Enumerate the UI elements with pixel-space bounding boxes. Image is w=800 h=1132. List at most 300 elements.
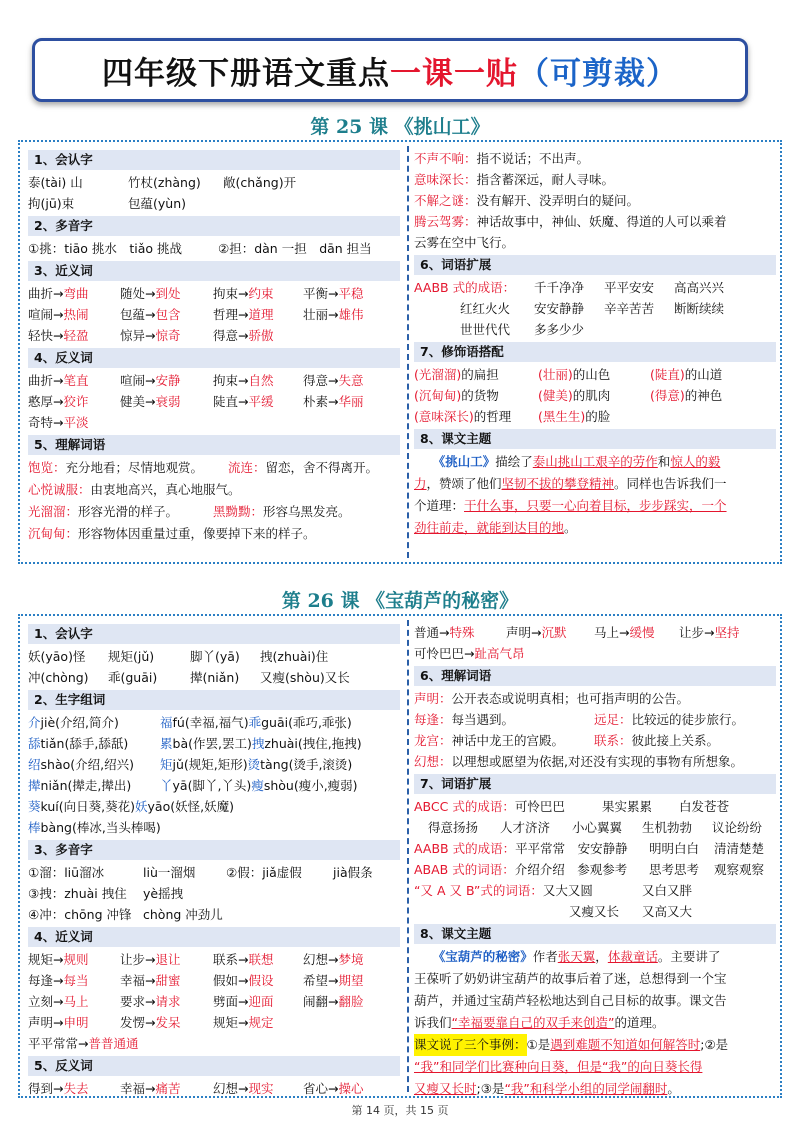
text-segment: 。 xyxy=(564,520,577,535)
text-segment: 省心→ xyxy=(303,1081,339,1096)
text-segment: 立刻→ xyxy=(28,994,64,1009)
text-segment: 拽(zhuài)住 xyxy=(260,649,329,664)
section-heading-label: 5、反义词 xyxy=(34,1058,93,1073)
lesson-25-title: 第 25 课 《挑山工》 xyxy=(310,116,490,138)
text-segment: 普普通通 xyxy=(88,1036,139,1051)
text-segment: 幻想→ xyxy=(303,952,339,967)
text-line xyxy=(414,298,776,319)
text-segment: 撵(niǎn) xyxy=(190,670,240,685)
text-line xyxy=(28,391,400,412)
text-line xyxy=(414,622,776,643)
text-line xyxy=(28,193,400,214)
text-segment: 红红火火 xyxy=(460,301,511,316)
text-segment: tàng(烫手,滚烫) xyxy=(260,757,353,772)
text-segment: 妖 xyxy=(135,799,148,814)
text-segment: 不声不响： xyxy=(414,151,477,166)
lesson-25-right-column xyxy=(414,148,776,539)
text-segment: 规定 xyxy=(248,1015,274,1030)
text-segment: 辛辛苦苦 xyxy=(604,301,655,316)
text-segment: 又瘦又长时 xyxy=(414,1081,477,1096)
text-segment: “又 A 又 B”式的词语： xyxy=(414,883,543,898)
text-segment: ABCC 式的成语： xyxy=(414,799,515,814)
text-line xyxy=(414,1012,776,1034)
text-segment: 安静 xyxy=(155,373,181,388)
text-segment: 热闹 xyxy=(63,307,89,322)
text-segment: 以理想或愿望为依据,对还没有实现的事物有所想象。 xyxy=(451,754,743,769)
text-segment: 每逢→ xyxy=(28,973,64,988)
text-line xyxy=(28,712,400,733)
text-segment: 平平常常 安安静静 xyxy=(515,841,628,856)
text-segment: ③拽：zhuài 拽住 xyxy=(28,886,127,901)
text-segment: 的扁担 xyxy=(461,367,499,382)
text-line xyxy=(414,880,776,901)
section-heading-label: 6、词语扩展 xyxy=(420,257,492,272)
text-segment: 神话故事中，神仙、妖魔、得道的人可以乘着 xyxy=(476,214,727,229)
text-line xyxy=(28,1012,400,1033)
lesson-25-panel xyxy=(18,140,782,564)
text-segment: 健美→ xyxy=(120,394,156,409)
text-line xyxy=(414,495,776,517)
text-segment: 腾云驾雾： xyxy=(414,214,477,229)
text-segment: 断断续续 xyxy=(674,301,725,316)
text-line xyxy=(28,817,400,838)
text-segment: “幸福要靠自己的双手来创造” xyxy=(451,1015,615,1030)
text-segment: 龙宫： xyxy=(414,733,452,748)
text-segment: 流连： xyxy=(228,460,266,475)
text-line xyxy=(414,451,776,473)
text-line xyxy=(28,883,400,904)
section-heading xyxy=(414,255,776,275)
text-segment: 云雾在空中飞行。 xyxy=(414,235,515,250)
text-segment: 。主要讲了 xyxy=(657,949,721,964)
text-segment: 又白又胖 xyxy=(642,883,693,898)
text-segment: 轻盈 xyxy=(63,328,89,343)
text-segment: 撵 xyxy=(28,778,41,793)
text-line xyxy=(28,370,400,391)
text-segment: (光溜溜) xyxy=(414,367,462,382)
text-segment: bàng(棒冰,当头棒喝) xyxy=(40,820,161,835)
text-segment: 现实 xyxy=(248,1081,274,1096)
text-line xyxy=(414,688,776,709)
text-segment: 介 xyxy=(28,715,41,730)
text-segment: 操心 xyxy=(338,1081,364,1096)
text-segment: 闹翻→ xyxy=(303,994,339,1009)
text-segment: 千千净净 xyxy=(534,280,585,295)
text-line xyxy=(28,304,400,325)
text-segment: 丫 xyxy=(160,778,173,793)
text-segment: 得意扬扬 xyxy=(428,820,479,835)
text-segment: ②假：jiǎ虚假 xyxy=(226,865,302,880)
text-line xyxy=(414,796,776,817)
text-segment: 让步→ xyxy=(679,625,715,640)
text-segment: 的货物 xyxy=(461,388,499,403)
text-segment: 冲(chòng) xyxy=(28,670,89,685)
section-heading xyxy=(28,150,400,170)
section-heading-label: 3、多音字 xyxy=(34,842,93,857)
text-segment: 每当遇到。 xyxy=(451,712,515,727)
column-divider xyxy=(407,620,409,1092)
section-heading xyxy=(28,927,400,947)
section-heading-label: 5、理解词语 xyxy=(34,437,106,452)
section-heading-label: 4、近义词 xyxy=(34,929,93,944)
text-segment: niǎn(撵走,撵出) xyxy=(40,778,132,793)
text-segment: shào(介绍,绍兴) xyxy=(40,757,134,772)
page-title-note: （可剪裁） xyxy=(518,55,678,92)
text-segment: guāi(乖巧,乖张) xyxy=(261,715,352,730)
text-segment: 乖(guāi) xyxy=(108,670,158,685)
text-segment: 绍 xyxy=(28,757,41,772)
lesson-26-left-column xyxy=(28,622,400,1099)
text-segment: 联系： xyxy=(594,733,632,748)
text-segment: 观察观察 xyxy=(714,862,765,877)
text-segment: 笔直 xyxy=(63,373,89,388)
text-segment: 。 xyxy=(667,1081,680,1096)
text-segment: 葵 xyxy=(28,799,41,814)
text-segment: 坚持 xyxy=(714,625,740,640)
text-segment: 和 xyxy=(657,454,671,469)
text-segment: 又瘦又长 xyxy=(569,904,620,919)
section-heading xyxy=(414,342,776,362)
text-segment: 奇特→ xyxy=(28,415,64,430)
text-segment: 生机勃勃 xyxy=(642,820,693,835)
text-segment: 心悦诚服： xyxy=(28,482,91,497)
section-heading-label: 8、课文主题 xyxy=(420,926,492,941)
lesson-26-title: 第 26 课 《宝葫芦的秘密》 xyxy=(281,590,519,612)
section-heading xyxy=(28,348,400,368)
text-segment: 没有解开、没弄明白的疑问。 xyxy=(476,193,640,208)
text-segment: 声明： xyxy=(414,691,452,706)
text-segment: 世世代代 xyxy=(460,322,511,337)
text-segment: 普通→ xyxy=(414,625,450,640)
text-segment: (壮丽) xyxy=(538,367,573,382)
text-segment: 个道理： xyxy=(414,498,465,513)
text-segment: (沉甸甸) xyxy=(414,388,462,403)
text-segment: 希望→ xyxy=(303,973,339,988)
text-segment: 拘(jū)束 xyxy=(28,196,75,211)
text-segment: 比较远的徒步旅行。 xyxy=(631,712,745,727)
page-title-main: 四年级下册语文重点 xyxy=(102,55,390,92)
text-segment: 描绘了 xyxy=(495,454,533,469)
text-segment: 明明白白 xyxy=(649,841,700,856)
text-line xyxy=(414,751,776,772)
text-segment: 形容光滑的样子。 xyxy=(78,504,179,519)
text-segment: shòu(瘦小,瘦弱) xyxy=(263,778,358,793)
text-line xyxy=(414,385,776,406)
text-segment: 又瘦(shòu)又长 xyxy=(260,670,350,685)
text-segment: yè摇拽 xyxy=(143,886,184,901)
text-segment: 缓慢 xyxy=(629,625,655,640)
text-line xyxy=(28,646,400,667)
text-segment: 平淡 xyxy=(63,415,89,430)
text-segment: 福 xyxy=(160,715,173,730)
text-line xyxy=(414,730,776,751)
text-segment: 泰山挑山工艰辛的劳作 xyxy=(532,454,658,469)
section-heading xyxy=(28,261,400,281)
lesson-25-left-column xyxy=(28,148,400,545)
text-segment: 甜蜜 xyxy=(155,973,181,988)
text-segment: 累 xyxy=(160,736,173,751)
text-line xyxy=(28,970,400,991)
text-line xyxy=(414,232,776,253)
text-line xyxy=(28,283,400,304)
text-line xyxy=(414,406,776,427)
text-segment: 体裁童话 xyxy=(607,949,658,964)
text-segment: 曲折→ xyxy=(28,373,64,388)
text-segment: 发呆 xyxy=(155,1015,181,1030)
text-segment: 遇到难题不知道如何解答时 xyxy=(550,1037,701,1052)
text-segment: 乖 xyxy=(248,715,262,730)
text-segment: 道理 xyxy=(248,307,274,322)
text-segment: 华丽 xyxy=(338,394,364,409)
text-segment: ①是 xyxy=(526,1037,551,1052)
section-heading xyxy=(28,1056,400,1076)
text-segment: 竹杖(zhàng) xyxy=(128,175,201,190)
text-segment: chòng 冲劲儿 xyxy=(143,907,223,922)
text-segment: 随处→ xyxy=(120,286,156,301)
text-line xyxy=(414,277,776,298)
text-segment: 憨厚→ xyxy=(28,394,64,409)
text-segment: 矩 xyxy=(160,757,173,772)
text-segment: (陡直) xyxy=(650,367,685,382)
text-segment: 特殊 xyxy=(449,625,475,640)
section-heading xyxy=(414,429,776,449)
text-segment: 又大又圆 xyxy=(542,883,593,898)
text-segment: (黑生生) xyxy=(538,409,586,424)
text-segment: 意味深长： xyxy=(414,172,477,187)
text-segment: 黑黝黝： xyxy=(213,504,264,519)
section-heading xyxy=(414,666,776,686)
text-line xyxy=(28,412,400,433)
section-heading xyxy=(28,216,400,236)
text-segment: 幻想： xyxy=(414,754,452,769)
text-segment: 声明→ xyxy=(506,625,542,640)
section-heading-label: 1、会认字 xyxy=(34,152,93,167)
text-segment: (得意) xyxy=(650,388,685,403)
text-segment: 安安静静 xyxy=(534,301,585,316)
text-segment: 平衡→ xyxy=(303,286,339,301)
page-footer: 第 14 页，共 15 页 xyxy=(351,1104,449,1117)
text-segment: 迎面 xyxy=(248,994,274,1009)
text-segment: 留恋，舍不得离开。 xyxy=(265,460,379,475)
text-segment: 幻想→ xyxy=(213,1081,249,1096)
text-segment: 趾高气昂 xyxy=(474,646,525,661)
section-heading-label: 4、反义词 xyxy=(34,350,93,365)
text-segment: 棒 xyxy=(28,820,41,835)
text-line xyxy=(414,859,776,880)
text-segment: bà(作罢,罢工) xyxy=(172,736,252,751)
column-divider xyxy=(407,146,409,558)
text-segment: 壮丽→ xyxy=(303,307,339,322)
text-segment: fú(幸福,福气) xyxy=(172,715,249,730)
text-segment: 《宝葫芦的秘密》 xyxy=(414,949,533,964)
text-segment: 指含蓄深远，耐人寻味。 xyxy=(476,172,615,187)
text-line xyxy=(414,968,776,990)
text-segment: ;③是 xyxy=(476,1081,505,1096)
section-heading xyxy=(28,690,400,710)
text-line xyxy=(28,862,400,883)
text-line xyxy=(28,1033,400,1054)
section-heading xyxy=(28,435,400,455)
text-segment: AABB 式的成语： xyxy=(414,841,516,856)
text-segment: tiǎn(舔手,舔舐) xyxy=(40,736,129,751)
text-segment: zhuài(拽住,拖拽) xyxy=(264,736,362,751)
text-segment: jià假条 xyxy=(333,865,373,880)
text-segment: 坚韧不拔的攀登精神 xyxy=(501,476,615,491)
text-segment: 发愣→ xyxy=(120,1015,156,1030)
text-line xyxy=(414,1078,776,1100)
text-line xyxy=(28,501,400,523)
text-segment: 的道理。 xyxy=(614,1015,665,1030)
text-segment: ，赞颂了他们 xyxy=(426,476,502,491)
page-title xyxy=(32,38,748,102)
text-segment: 拘束→ xyxy=(213,286,249,301)
text-line xyxy=(28,949,400,970)
text-segment: 声明→ xyxy=(28,1015,64,1030)
text-segment: 。同样也告诉我们一 xyxy=(614,476,727,491)
text-segment: 高高兴兴 xyxy=(674,280,725,295)
text-segment: 的山色 xyxy=(572,367,611,382)
text-segment: 申明 xyxy=(63,1015,89,1030)
text-segment: 惊奇 xyxy=(155,328,181,343)
text-segment: 拽 xyxy=(251,736,265,751)
text-line xyxy=(414,319,776,340)
section-heading-label: 8、课文主题 xyxy=(420,431,492,446)
text-line xyxy=(414,148,776,169)
section-heading-label: 2、生字组词 xyxy=(34,692,106,707)
text-segment: 人才济济 xyxy=(500,820,551,835)
text-segment: 远足： xyxy=(594,712,632,727)
section-heading xyxy=(414,774,776,794)
text-segment: 曲折→ xyxy=(28,286,64,301)
text-segment: 得意→ xyxy=(213,328,249,343)
text-segment: 平缓 xyxy=(248,394,274,409)
text-line xyxy=(414,946,776,968)
text-segment: 瘦 xyxy=(251,778,264,793)
text-segment: 失意 xyxy=(338,373,364,388)
text-segment: 平平常常→ xyxy=(28,1036,89,1051)
text-segment: 包蕴(yùn) xyxy=(128,196,186,211)
page-title-highlight: 一课一贴 xyxy=(390,55,518,92)
text-segment: 陡直→ xyxy=(213,394,249,409)
text-line xyxy=(414,990,776,1012)
text-segment: yāo(妖怪,妖魔) xyxy=(147,799,234,814)
text-segment: 作者 xyxy=(532,949,558,964)
text-segment: 《挑山工》 xyxy=(414,454,496,469)
text-segment: 假设 xyxy=(248,973,274,988)
text-segment: 要求→ xyxy=(120,994,156,1009)
text-segment: 神话中龙王的宫殿。 xyxy=(451,733,565,748)
text-segment: 白发苍苍 xyxy=(679,799,730,814)
text-segment: 形容物体因重量过重，像要掉下来的样子。 xyxy=(78,526,316,541)
text-segment: jǔ(规矩,矩形) xyxy=(172,757,248,772)
text-segment: 烫 xyxy=(247,757,261,772)
text-line xyxy=(414,817,776,838)
text-segment: 幸福→ xyxy=(120,1081,156,1096)
text-line xyxy=(414,211,776,232)
text-segment: 由衷地高兴，真心地服气。 xyxy=(90,482,241,497)
section-heading-label: 6、理解词语 xyxy=(420,668,492,683)
text-line xyxy=(414,838,776,859)
text-segment: 喧闹→ xyxy=(120,373,156,388)
text-segment: ②担：dàn 一担 dān 担当 xyxy=(218,241,372,256)
text-segment: 包含 xyxy=(155,307,181,322)
text-segment: 惊异→ xyxy=(120,328,156,343)
text-segment: (意味深长) xyxy=(414,409,474,424)
text-segment: 假如→ xyxy=(213,973,249,988)
text-segment: 规则 xyxy=(63,952,89,967)
text-segment: 不解之谜： xyxy=(414,193,477,208)
text-segment: 充分地看；尽情地观赏。 xyxy=(65,460,204,475)
text-segment: 期望 xyxy=(338,973,364,988)
section-heading xyxy=(28,624,400,644)
text-segment: “我”和科学小组的同学闹翻时 xyxy=(504,1081,668,1096)
text-segment: 指不说话；不出声。 xyxy=(476,151,590,166)
text-segment: 梦境 xyxy=(338,952,364,967)
text-segment: ;②是 xyxy=(700,1037,729,1052)
text-segment: 包蕴→ xyxy=(120,307,156,322)
text-segment: AABB 式的成语： xyxy=(414,280,516,295)
text-segment: 张天翼 xyxy=(557,949,596,964)
text-line xyxy=(414,190,776,211)
text-segment: 介绍介绍 参观参考 xyxy=(514,862,628,877)
text-segment: 朴素→ xyxy=(303,394,339,409)
text-segment: 轻快→ xyxy=(28,328,64,343)
text-line xyxy=(28,523,400,545)
text-segment: ④冲：chōng 冲锋 xyxy=(28,907,132,922)
text-segment: 干什么事，只要一心向着目标，步步踩实，一个 xyxy=(464,498,727,513)
text-segment: 公开表态或说明真相；也可指声明的公告。 xyxy=(451,691,690,706)
text-segment: 弯曲 xyxy=(63,286,89,301)
text-line xyxy=(28,991,400,1012)
text-segment: 葫芦，并通过宝葫芦轻松地达到自己目标的故事。课文告 xyxy=(414,993,727,1008)
text-segment: 幸福→ xyxy=(120,973,156,988)
text-segment: 彼此接上关系。 xyxy=(631,733,720,748)
text-line xyxy=(414,709,776,730)
text-segment: 沉甸甸： xyxy=(28,526,79,541)
text-segment: 马上 xyxy=(63,994,89,1009)
text-segment: 联系→ xyxy=(213,952,249,967)
text-segment: kuí(向日葵,葵花) xyxy=(40,799,135,814)
text-segment: 又高又大 xyxy=(642,904,693,919)
text-segment: ， xyxy=(595,949,608,964)
text-line xyxy=(28,904,400,925)
lesson-26-panel xyxy=(18,614,782,1098)
text-line xyxy=(414,517,776,539)
text-segment: 的神色 xyxy=(684,388,723,403)
text-segment: 联想 xyxy=(248,952,274,967)
text-line xyxy=(28,775,400,796)
lesson-26-right-column xyxy=(414,622,776,1100)
text-line xyxy=(28,325,400,346)
text-segment: 课文说了三个事例： xyxy=(414,1034,527,1056)
text-segment: 平稳 xyxy=(338,286,364,301)
text-segment: 形容乌黑发亮。 xyxy=(263,504,351,519)
text-segment: 规矩→ xyxy=(213,1015,249,1030)
text-line xyxy=(414,1056,776,1078)
text-segment: 哲理→ xyxy=(213,307,249,322)
text-line xyxy=(414,473,776,495)
text-line xyxy=(28,457,400,479)
section-heading xyxy=(28,840,400,860)
text-segment: 清清楚楚 xyxy=(714,841,765,856)
text-segment: 雄伟 xyxy=(338,307,364,322)
text-segment: 失去 xyxy=(63,1081,89,1096)
text-segment: 沉默 xyxy=(541,625,567,640)
text-segment: “我”和同学们比赛种向日葵，但是“我”的向日葵长得 xyxy=(414,1059,703,1074)
text-segment: 翻脸 xyxy=(338,994,364,1009)
text-segment: 惊人的毅 xyxy=(670,454,721,469)
text-line xyxy=(28,479,400,501)
